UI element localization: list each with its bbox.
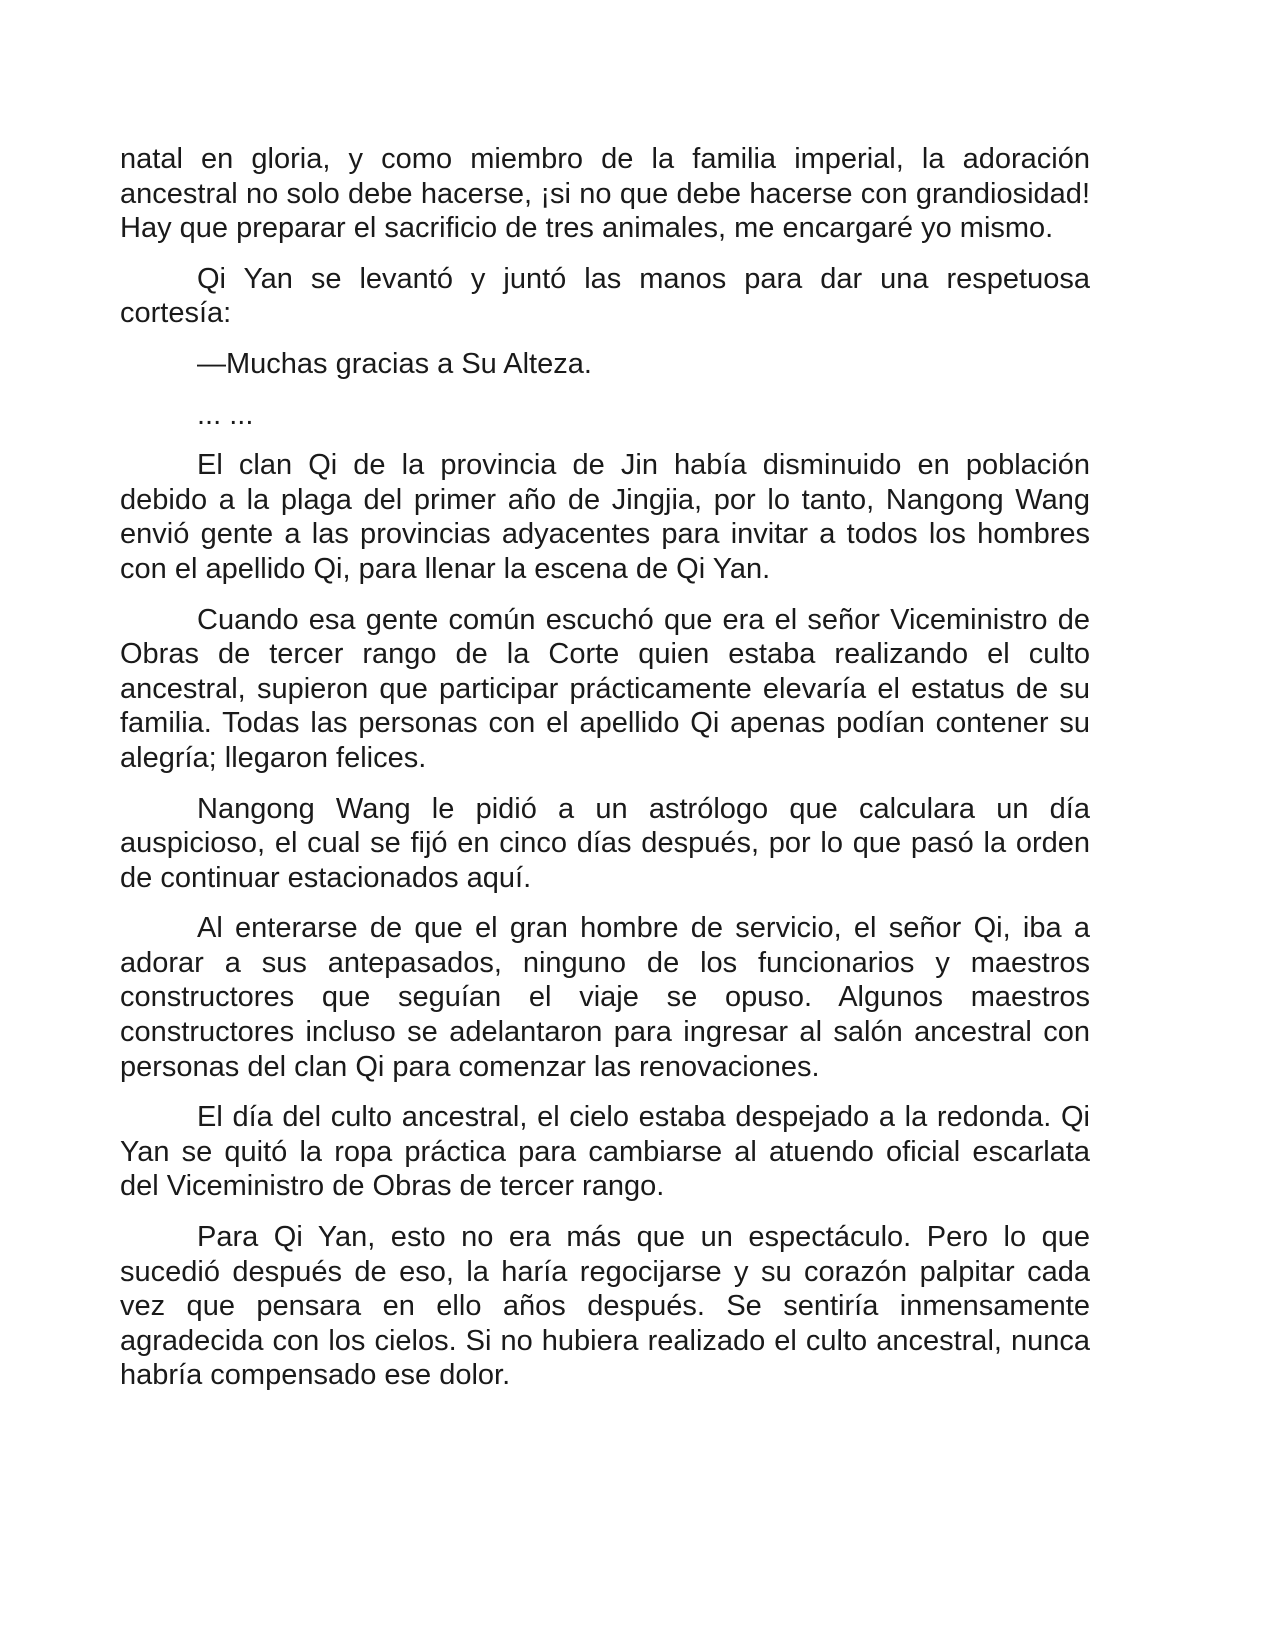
paragraph-officials: Al enterarse de que el gran hombre de servicio, el señor Qi, iba a adorar a sus antepasados, ninguno de los funcionarios y maestros constructores que seguían el viaje se opuso. Algunos maestros constructores incluso se adelantaron para ingresar al salón ancestral con personas del clan Qi para comenzar las renovaciones.	[120, 912, 1090, 1083]
paragraph-astrologer: Nangong Wang le pidió a un astrólogo que calculara un día auspicioso, el cual se fijó en cinco días después, por lo que pasó la orden de continuar estacionados aquí.	[120, 792, 1090, 894]
paragraph-qi-yan-stands: Qi Yan se levantó y juntó las manos para dar una respetuosa cortesía:	[120, 262, 1090, 330]
paragraph-ancestral-day: El día del culto ancestral, el cielo estaba despejado a la redonda. Qi Yan se quitó la ropa práctica para cambiarse al atuendo oficial escarlata del Viceministro de Obras de tercer rango.	[120, 1101, 1090, 1203]
paragraph-spectacle: Para Qi Yan, esto no era más que un espectáculo. Pero lo que sucedió después de eso, la haría regocijarse y su corazón palpitar cada vez que pensara en ello años después. Se sentiría inmensamente agradecida con los cielos. Si no hubiera realizado el culto ancestral, nunca habría compensado ese dolor.	[120, 1221, 1090, 1392]
paragraph-continuation: natal en gloria, y como miembro de la familia imperial, la adoración ancestral no solo debe hacerse, ¡si no que debe hacerse con grandiosidad! Hay que preparar el sacrificio de tres animales, me encargaré yo mismo.	[120, 143, 1090, 245]
document-page	[120, 142, 1090, 1409]
paragraph-common-people: Cuando esa gente común escuchó que era el señor Viceministro de Obras de tercer rango de la Corte quien estaba realizando el culto ancestral, supieron que participar prácticamente elevaría el estatus de su familia. Todas las personas con el apellido Qi apenas podían contener su alegría; llegaron felices.	[120, 603, 1090, 774]
paragraph-qi-clan: El clan Qi de la provincia de Jin había disminuido en población debido a la plaga del primer año de Jingjia, por lo tanto, Nangong Wang envió gente a las provincias adyacentes para invitar a todos los hombres con el apellido Qi, para llenar la escena de Qi Yan.	[120, 449, 1090, 585]
dialogue-thanks: —Muchas gracias a Su Alteza.	[197, 347, 592, 380]
scene-break: ... ...	[197, 398, 254, 431]
